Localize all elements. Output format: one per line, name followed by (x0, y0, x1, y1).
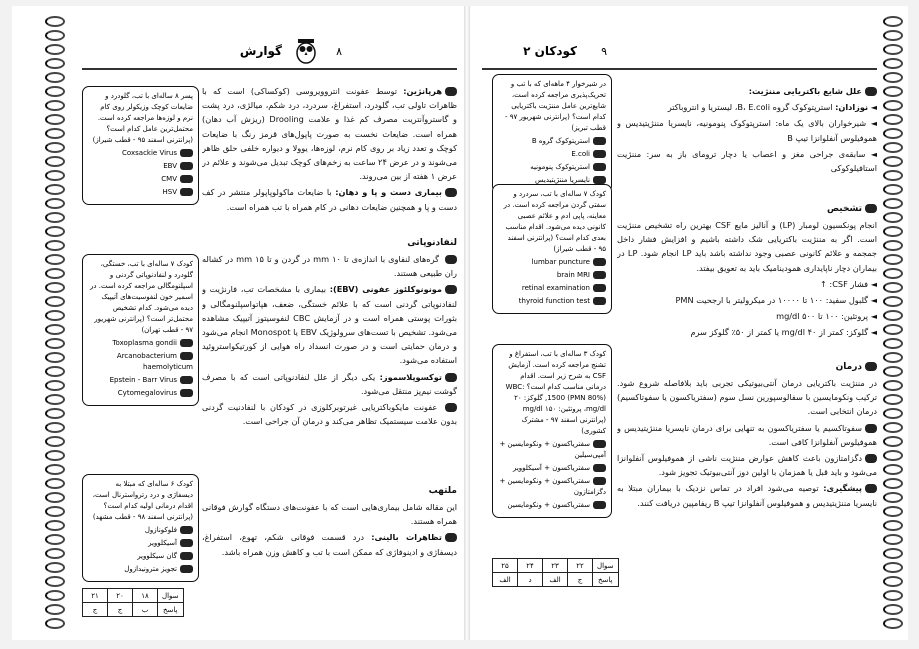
bullet-icon (865, 484, 877, 493)
question-option: Epstein - Barr Virus (88, 375, 193, 386)
spiral-binding-left (42, 16, 64, 630)
answer-cell: سوال (158, 589, 184, 603)
body-text-block (617, 376, 877, 586)
question-option: retinal examination (498, 283, 606, 294)
spiral-ring (45, 268, 65, 279)
paragraph: این مقاله شامل بیماری‌هایی است که با عفونت‌های دستگاه گوارش فوقانی همراه هستند. (202, 502, 457, 527)
question-option: brain MRI (498, 270, 606, 281)
bullet-icon (865, 362, 877, 371)
spiral-ring (45, 16, 65, 27)
paragraph: ◄ سابقه‌ی جراحی مغز و اعصاب یا دچار ترومای باز به سر: مننژیت استافیلوکوکی (617, 148, 877, 174)
spiral-binding-right (880, 16, 902, 630)
spiral-ring (883, 562, 903, 573)
spiral-ring (883, 184, 903, 195)
paragraph: بیماری دست و پا و دهان: با ضایعات ماکولوپاپولر منتشر در کف دست و پا و همچنین ضایعات دهانی در کام همراه با تب همراه است. (202, 187, 457, 212)
question-option: E.coli (498, 149, 606, 160)
question-box (82, 474, 199, 582)
question-option: Arcanobacterium haemolyticum (116, 352, 193, 371)
spiral-ring (883, 282, 903, 293)
spiral-ring (45, 296, 65, 307)
spiral-ring (45, 72, 65, 83)
body-text-block (202, 84, 457, 239)
page-gutter (464, 6, 470, 640)
spiral-ring (883, 576, 903, 587)
spiral-ring (45, 170, 65, 181)
paragraph: انجام پونکسیون لومبار (LP) و آنالیز مایع CSF بهترین راه تشخیص مننژیت است. اگر به مننژیت باکتریایی شک داشته باشیم و افزایش فشار داخل جمجمه و علائم کانونی عصبی وجود نداشته باشد باید LP انجام شود. LP در بیماران دچار ناپایداری همودینامیک باید به تعویق بیفتد. (617, 220, 877, 273)
right-page (482, 14, 877, 634)
body-text-block (617, 84, 877, 199)
answer-cell: ۲۰ (108, 589, 133, 603)
paragraph: توکسوپلاسموز: یکی دیگر از علل لنفادنوپاتی است که با مصرف گوشت نیم‌پز منتقل می‌شود. (202, 371, 457, 396)
question-option: Coxsackie Virus (88, 148, 193, 159)
spiral-ring (45, 282, 65, 293)
spiral-ring (883, 366, 903, 377)
question-box (492, 74, 612, 193)
spiral-ring (883, 72, 903, 83)
spiral-ring (883, 128, 903, 139)
spiral-ring (45, 338, 65, 349)
question-option: نایسریا مننژیتیدیس (498, 175, 606, 186)
spiral-ring (45, 30, 65, 41)
answer-cell: ۲۲ (568, 559, 593, 573)
spiral-ring (883, 212, 903, 223)
answer-cell: ۱۸ (133, 589, 158, 603)
spiral-ring (883, 506, 903, 517)
bullet-icon (445, 533, 457, 542)
question-option: تجویز مترونیدازول (88, 564, 193, 575)
spiral-ring (883, 618, 903, 629)
paragraph: تظاهرات بالینی: درد قسمت فوقانی شکم، تهوع، استفراغ، دیسفاژی و ادینوفاژی که ممکن است با تب و کاهش وزن همراه باشد. (202, 532, 457, 557)
spiral-ring (45, 44, 65, 55)
spiral-ring (45, 464, 65, 475)
spiral-ring (883, 380, 903, 391)
bullet-icon (865, 424, 877, 433)
spiral-ring (883, 338, 903, 349)
bullet-icon (445, 188, 457, 197)
spiral-ring (45, 100, 65, 111)
question-option: EBV (88, 161, 193, 172)
spiral-ring (45, 548, 65, 559)
spiral-ring (883, 170, 903, 181)
spiral-ring (45, 492, 65, 503)
spiral-ring (883, 394, 903, 405)
spiral-ring (45, 58, 65, 69)
answer-table (492, 558, 619, 587)
body-text-block (617, 218, 877, 358)
question-text: در شیرخوار ۴ ماهه‌ای که با تب و تحریک‌پذیری مراجعه کرده است، شایع‌ترین عامل مننژیت باکتریایی کدام است؟ (پرانترنی شهریور ۹۷ - قطب تبریز) (505, 80, 606, 132)
spiral-ring (883, 604, 903, 615)
answer-cell: سوال (593, 559, 619, 573)
spiral-ring (883, 100, 903, 111)
paragraph: ◄ گلوکز: کمتر از ۴۰ mg/dl یا کمتر از ۵۰٪ گلوکز سرم (690, 327, 877, 338)
answer-cell: ۲۳ (543, 559, 568, 573)
question-option: فلوکونازول (88, 525, 193, 536)
spiral-ring (883, 464, 903, 475)
answer-table-head (83, 589, 184, 603)
spiral-ring (45, 366, 65, 377)
spiral-ring (45, 324, 65, 335)
spiral-ring (45, 254, 65, 265)
spiral-ring (883, 30, 903, 41)
spiral-ring (45, 184, 65, 195)
section-title: ملتهب (428, 486, 457, 496)
spiral-ring (45, 128, 65, 139)
answer-cell: د (518, 573, 543, 587)
spiral-ring (883, 58, 903, 69)
spiral-ring (45, 394, 65, 405)
question-option: سفتریاکسون + ونکومایسین + دگزامتازون (499, 477, 606, 496)
spiral-ring (883, 590, 903, 601)
question-option: استرپتوکوک پنومونیه (498, 162, 606, 173)
bullet-icon (445, 255, 457, 264)
spiral-ring (883, 422, 903, 433)
bullet-icon (865, 204, 877, 213)
spiral-ring (45, 310, 65, 321)
spiral-ring (883, 548, 903, 559)
spiral-ring (883, 534, 903, 545)
spiral-ring (883, 114, 903, 125)
paragraph: گره‌های لنفاوی با اندازه‌ی تا ۱۰ mm در گردن و تا ۱۵ mm در کشاله ران طبیعی هستند. (202, 254, 457, 279)
answer-cell: پاسخ (158, 603, 184, 617)
paragraph: سفوتاکسیم یا سفتریاکسون به تنهایی برای درمان نایسریا مننژیتیدیس و هموفیلوس آنفلوانزا کافی است. (617, 422, 877, 447)
spiral-ring (45, 450, 65, 461)
section-title: درمان (617, 360, 877, 374)
paragraph: ◄ پروتئین: ۱۰۰ تا ۵۰۰ mg/dl (776, 311, 877, 322)
spiral-ring (883, 268, 903, 279)
spiral-ring (883, 240, 903, 251)
question-option: CMV (88, 174, 193, 185)
page-number: ۹ (601, 45, 607, 58)
page-brand: کودکان ۲ (523, 44, 577, 58)
spiral-ring (883, 16, 903, 27)
bullet-icon (445, 285, 457, 294)
section-title: لنفادنوپاتی (407, 238, 457, 248)
paragraph: هرپانژین: توسط عفونت انتروویروسی (کوکساکی) است که با ظاهرات تاولی تب، گلودرد، استفراغ، سردرد، درد شکم، میالژی، درد پشت و گاستروآنتریت مصرف کم غذا و علامت Drooling (ریزش آب دهان) همراه است. ضایعات نخست به صورت پاپول‌های قرمز رنگ با ضایعات کوچک و تعدد زیاد بر روی کام نرم، لوزه‌ها، یوولا و دیواره خلفی حلق ظاهر می‌شوند و در عرض ۲۴ ساعت به زخم‌های کوچک تبدیل می‌شوند و علائم در عرض ۱ هفته از بین می‌روند. (202, 86, 457, 182)
answer-cell: ج (83, 603, 108, 617)
answer-cell: ج (108, 603, 133, 617)
question-text: کودک ۷ ساله‌ای با تب، خستگی، گلودرد و لنفادنوپاتی گردنی و اسپلنومگالی مراجعه کرده است. در اسمیر خون لنفوسیت‌های آتیپیک دیده می‌شود. کدام تشخیص محتمل‌تر است؟ (پرانترنی شهریور ۹۷ - قطب تهران) (90, 260, 193, 334)
question-text: کودک ۶ ساله‌ای که مبتلا به دیسفاژی و درد رترواسترنال است، اقدام درمانی اولیه کدام است؟ (پرانترنی اسفند ۹۸ - قطب مشهد) (92, 480, 193, 521)
bullet-icon (865, 87, 877, 96)
spiral-ring (883, 352, 903, 363)
spiral-ring (45, 156, 65, 167)
answer-table-row (83, 603, 184, 617)
question-option: thyroid function test (498, 296, 606, 307)
answer-cell: ج (568, 573, 593, 587)
page-header (82, 38, 457, 70)
spiral-ring (883, 296, 903, 307)
spiral-ring (883, 450, 903, 461)
spiral-ring (45, 212, 65, 223)
answer-cell: ب (133, 603, 158, 617)
question-option: استرپتوکوک گروه B (498, 136, 606, 147)
bullet-icon (445, 403, 457, 412)
owl-logo-icon (295, 38, 317, 64)
page-number: ۸ (336, 45, 342, 58)
answer-cell: پاسخ (593, 573, 619, 587)
question-option: سفتریاکسون + ونکومایسین + آمپی‌سیلین (499, 440, 606, 459)
question-option: سفتریاکسون + آسیکلوویر (498, 463, 606, 474)
spiral-ring (883, 478, 903, 489)
answer-cell: ۲۴ (518, 559, 543, 573)
spiral-ring (45, 520, 65, 531)
paragraph: ◄ شیرخواران بالای یک ماه: استرپتوکوک پنومونیه، نایسریا مننژیتیدیس و هموفیلوس آنفلوانزا تیپ B (617, 118, 877, 143)
paragraph: دگزامتازون باعث کاهش عوارض مننژیت ناشی از هموفیلوس آنفلوانزا می‌شود و باید قبل یا همزمان با اولین دوز آنتی‌بیوتیک تجویز شود. (617, 453, 877, 478)
answer-cell: ۲۵ (493, 559, 518, 573)
question-option: Toxoplasma gondii (88, 338, 193, 349)
answer-table-row (493, 573, 619, 587)
spiral-ring (45, 380, 65, 391)
question-option: سفتریاکسون + ونکومایسین (498, 500, 606, 511)
spiral-ring (45, 618, 65, 629)
question-text: پسر ۸ ساله‌ای با تب، گلودرد و ضایعات کوچک وزیکولر روی کام نرم و لوزه‌ها مراجعه کرده است. محتمل‌ترین عامل کدام است؟ (پرانترنی اسفند ۹۵ - قطب شیراز) (92, 92, 193, 144)
bullet-icon (445, 87, 457, 96)
answer-cell: الف (543, 573, 568, 587)
body-text-block (202, 252, 457, 477)
spiral-ring (45, 352, 65, 363)
answer-cell: ۲۱ (83, 589, 108, 603)
spiral-ring (45, 576, 65, 587)
spiral-ring (45, 422, 65, 433)
question-box (82, 254, 199, 406)
spiral-ring (45, 534, 65, 545)
spiral-ring (883, 492, 903, 503)
paragraph: علل شایع باکتریایی مننژیت: (617, 84, 877, 98)
question-text: کودک ۷ ساله‌ای با تب، سردرد و سفتی گردن مراجعه کرده است. در معاینه، پاپی ادم و علائم عصبی کانونی دیده می‌شود. اقدام مناسب بعدی کدام است؟ (پرانترنی اسفند ۹۵ - قطب شیراز) (503, 190, 606, 253)
spiral-ring (45, 590, 65, 601)
answer-cell: الف (493, 573, 518, 587)
spiral-ring (883, 156, 903, 167)
spiral-ring (883, 254, 903, 265)
bullet-icon (445, 373, 457, 382)
question-option: Cytomegalovirus (88, 388, 193, 399)
spiral-ring (883, 226, 903, 237)
body-text-block (202, 500, 457, 580)
spiral-ring (45, 436, 65, 447)
paragraph: ◄ نوزادان: استرپتوکوک گروه B، E.coli، لیستریا و انتروباکتر (667, 102, 877, 113)
spiral-ring (883, 44, 903, 55)
spiral-ring (883, 520, 903, 531)
spiral-ring (45, 142, 65, 153)
spiral-ring (45, 240, 65, 251)
paragraph: پیشگیری: توصیه می‌شود افراد در تماس نزدیک با بیماران مبتلا به نایسریا مننژیتیدیس و هموفیلوس آنفلوانزا تیپ B ریفامپین دریافت کنند. (617, 483, 877, 508)
paragraph: ◄ گلبول سفید: ۱۰۰ تا ۱۰۰۰۰ در میکرولیتر با ارجحیت PMN (675, 295, 877, 306)
bullet-icon (865, 454, 877, 463)
spiral-ring (45, 408, 65, 419)
paragraph: ◄ فشار CSF: ↑ (819, 278, 877, 289)
spiral-ring (45, 562, 65, 573)
question-option: گان سیکلوویر (88, 551, 193, 562)
spiral-ring (883, 408, 903, 419)
spiral-ring (45, 506, 65, 517)
spiral-ring (45, 86, 65, 97)
question-option: HSV (88, 187, 193, 198)
question-box (492, 344, 612, 518)
spiral-ring (45, 198, 65, 209)
spiral-ring (45, 114, 65, 125)
left-page (82, 14, 457, 634)
spiral-ring (883, 142, 903, 153)
question-text: کودک ۳ ساله‌ای با تب، استفراغ و تشنج مراجعه کرده است. آزمایش CSF به شرح زیر است. اقدام درمانی مناسب کدام است؟ WBC: 1500 (PMN 80%), گلوکز: ۲۰ mg/dl، پروتئین: ۱۵۰ mg/dl (پرانترنی اسفند ۹۷ - مشترک کشوری) (505, 350, 606, 435)
question-box (82, 86, 199, 205)
spiral-ring (883, 436, 903, 447)
paragraph: عفونت مایکوباکتریایی غیرتوبرکلوزی در کودکان با لنفادنیت گردنی بدون علامت سیستمیک تظاهر می‌کند و درمان آن جراحی است. (202, 402, 457, 427)
spiral-ring (45, 478, 65, 489)
question-option: lumbar puncture (498, 257, 606, 268)
page-header (482, 38, 877, 70)
question-option: آسیکلوویر (88, 538, 193, 549)
paragraph: در مننژیت باکتریایی درمان آنتی‌بیوتیکی تجربی باید بلافاصله شروع شود. ترکیب ونکومایسین با سفالوسپورین نسل سوم (سفتریاکسون یا سفوتاکسیم) درمان انتخابی است. (617, 378, 877, 417)
paragraph: مونونوکلئوز عفونی (EBV): بیماری با مشخصات تب، فارنژیت و لنفادنوپاتی گردنی است که با علائم خستگی، ضعف، هپاتواسپلنومگالی و بثورات پوستی همراه است و در آزمایش CBC لنفوسیتوز آتیپیک مشاهده می‌شود. تشخیص با تست‌های سرولوژیک EBV یا Monospot انجام می‌شود و درمان حمایتی است و در صورت انسداد راه هوایی از کورتیکواستروئید استفاده می‌شود. (202, 284, 457, 366)
question-box (492, 184, 612, 314)
spiral-ring (45, 226, 65, 237)
spiral-ring (883, 310, 903, 321)
section-title: تشخیص (617, 202, 877, 216)
spiral-ring (883, 86, 903, 97)
spiral-ring (883, 324, 903, 335)
spiral-ring (45, 604, 65, 615)
spiral-ring (883, 198, 903, 209)
answer-table (82, 588, 184, 617)
page-brand: گوارش (239, 44, 282, 58)
answer-table-head (493, 559, 619, 573)
book-spread (12, 6, 908, 640)
